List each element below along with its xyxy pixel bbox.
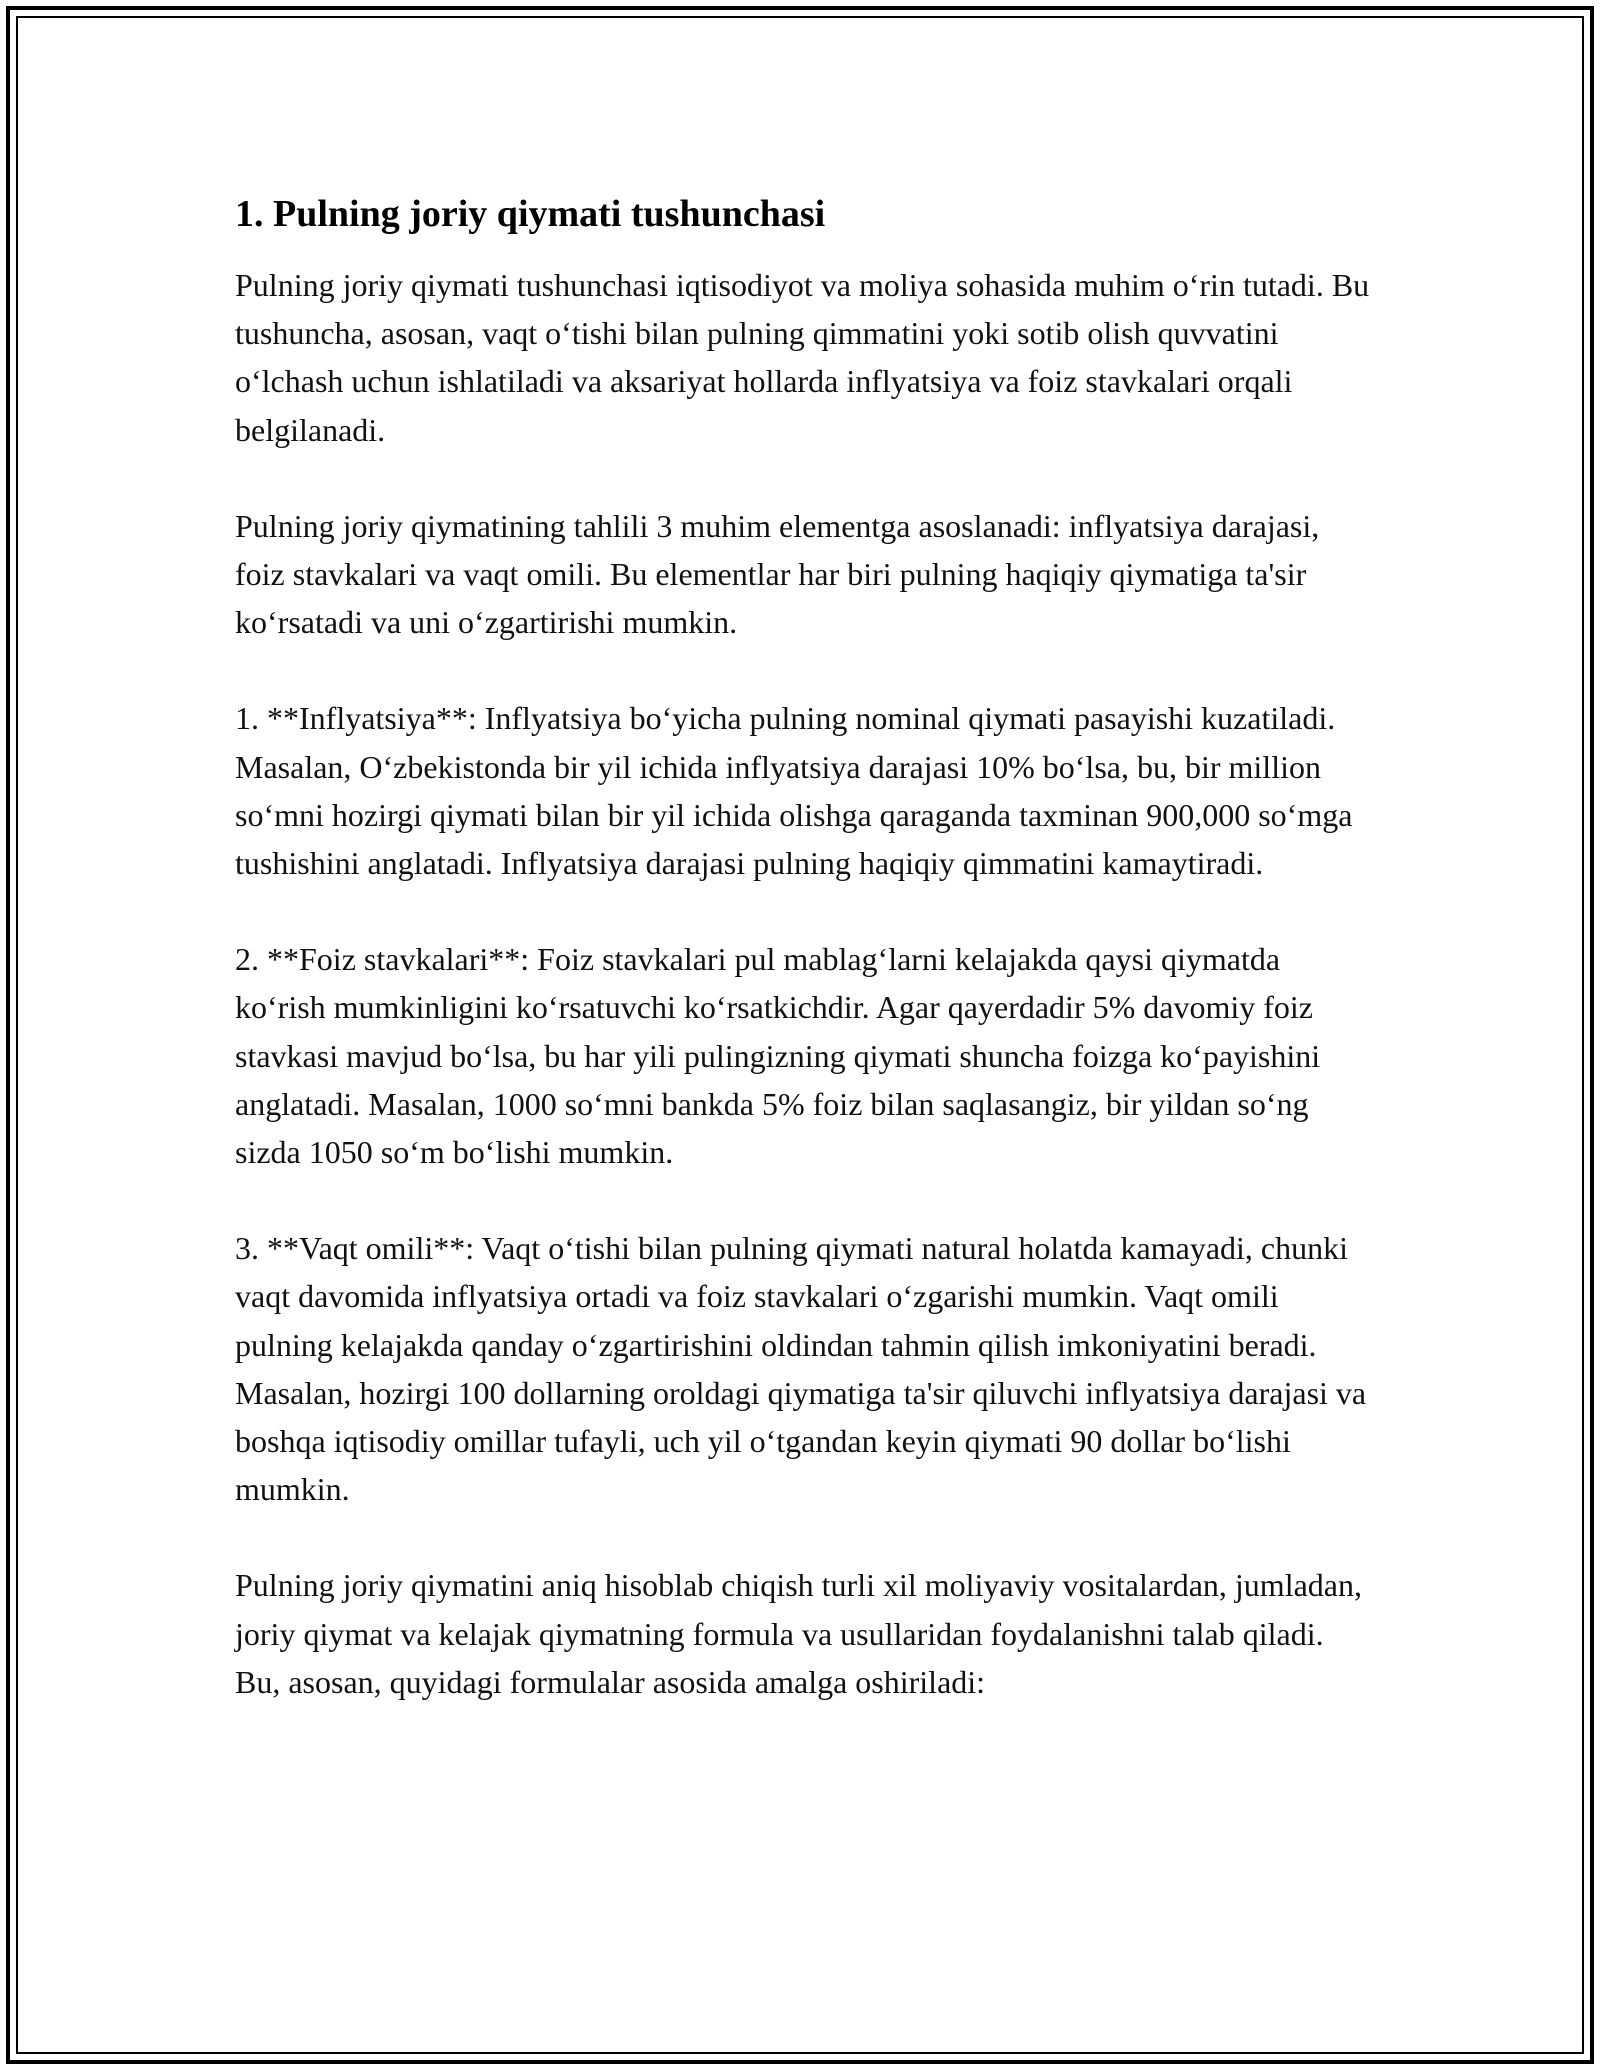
paragraph-interest-rates: 2. **Foiz stavkalari**: Foiz stavkalari pul mablag‘larni kelajakda qaysi qiymatda ko‘rish mumkinligini ko‘rsatuvchi ko‘rsatkichdir. Agar qayerdadir 5% davomiy foiz stavkasi mavjud bo‘lsa, bu har yili pulingizning qiymati shuncha foizga ko‘payishini anglatadi. Masalan, 1000 so‘mni bankda 5% foiz bilan saqlasangiz, bir yildan so‘ng sizda 1050 so‘m bo‘lishi mumkin. — [235, 941, 1321, 1171]
paragraph-inflation: 1. **Inflyatsiya**: Inflyatsiya bo‘yicha pulning nominal qiymati pasayishi kuzatiladi. Masalan, O‘zbekistonda bir yil ichida inflyatsiya darajasi 10% bo‘lsa, bu, bir million so‘mni hozirgi qiymati bilan bir yil ichida olishga qaraganda taxminan 900,000 so‘mga tushishini anglatadi. Inflyatsiya darajasi pulning haqiqiy qimmatini kamaytiradi. — [235, 700, 1353, 882]
document-body — [235, 185, 1375, 1706]
section-heading: 1. Pulning joriy qiymati tushunchasi — [235, 193, 826, 235]
paragraph-formulas-intro: Pulning joriy qiymatini aniq hisoblab chiqish turli xil moliyaviy vositalardan, jumladan, joriy qiymat va kelajak qiymatning formula va usullaridan foydalanishni talab qiladi. Bu, asosan, quyidagi formulalar asosida amalga oshiriladi: — [235, 1567, 1362, 1700]
paragraph-intro: Pulning joriy qiymati tushunchasi iqtisodiyot va moliya sohasida muhim o‘rin tutadi. Bu tushuncha, asosan, vaqt o‘tishi bilan pulning qimmatini yoki sotib olish quvvatini o‘lchash uchun ishlatiladi va aksariyat hollarda inflyatsiya va foiz stavkalari orqali belgilanadi. — [235, 267, 1370, 448]
paragraph-elements: Pulning joriy qiymatining tahlili 3 muhim elementga asoslanadi: inflyatsiya darajasi, foiz stavkalari va vaqt omili. Bu elementlar har biri pulning haqiqiy qiymatiga ta'sir ko‘rsatadi va uni o‘zgartirishi mumkin. — [235, 507, 1320, 641]
paragraph-time-factor: 3. **Vaqt omili**: Vaqt o‘tishi bilan pulning qiymati natural holatda kamayadi, chunki vaqt davomida inflyatsiya ortadi va foiz stavkalari o‘zgarishi mumkin. Vaqt omili pulning kelajakda qanday o‘zgartirishini oldindan tahmin qilish imkoniyatini beradi. Masalan, hozirgi 100 dollarning oroldagi qiymatiga ta'sir qiluvchi inflyatsiya darajasi va boshqa iqtisodiy omillar tufayli, uch yil o‘tgandan keyin qiymati 90 dollar bo‘lishi mumkin. — [235, 1230, 1367, 1508]
